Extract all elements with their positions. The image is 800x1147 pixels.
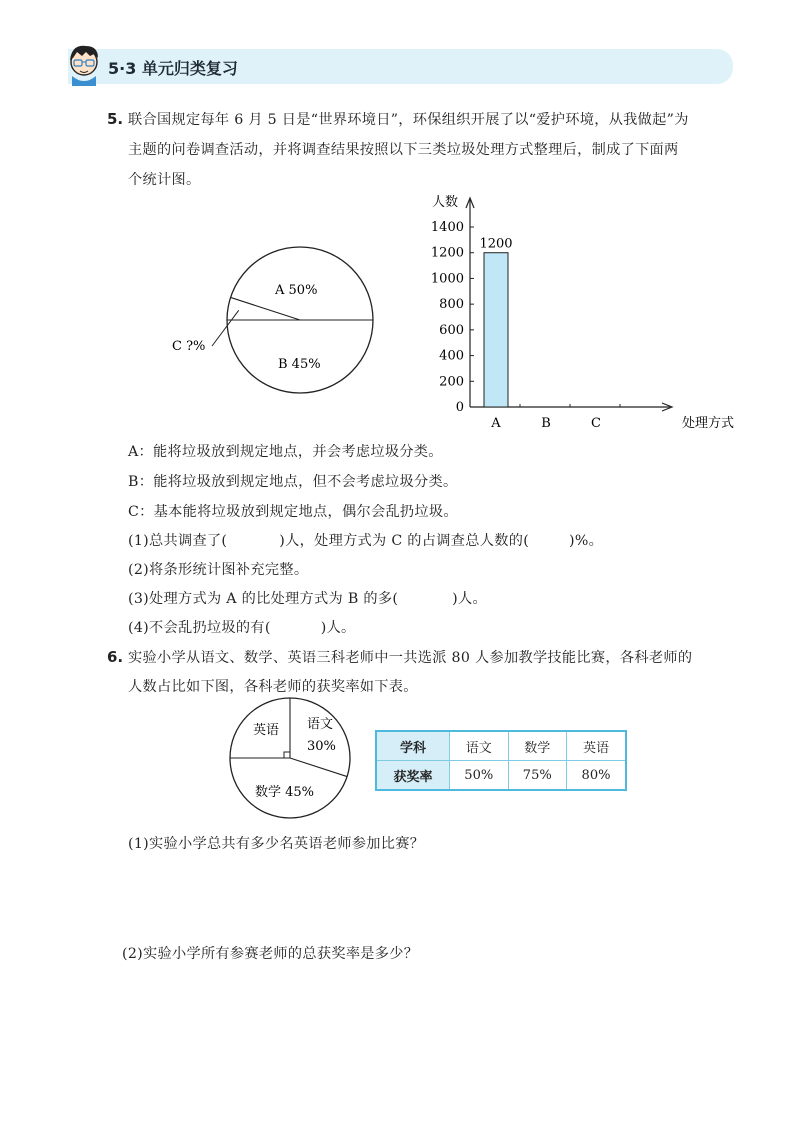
q5-sub4: (4)不会乱扔垃圾的有( )人。: [128, 620, 356, 636]
question-6-number: 6.: [107, 648, 124, 666]
q6-sub2: (2)实验小学所有参赛老师的总获奖率是多少？: [122, 946, 419, 962]
x-tick-label: A: [491, 416, 501, 431]
table-header-row: [376, 731, 626, 761]
pie-slice-boundary-数学: [290, 758, 347, 777]
y-tick-label: 600: [439, 322, 464, 338]
table-rate-row: [376, 761, 626, 791]
pie-leader-line-c: [212, 310, 239, 346]
right-angle-marker: [284, 752, 290, 758]
table-header-subject: 学科: [376, 731, 450, 761]
pie-label-math: 数学 45%: [255, 785, 315, 800]
q5-pie-chart: [160, 240, 390, 410]
pie-label-a: A 50%: [275, 283, 318, 298]
question-5-number: 5.: [107, 110, 124, 128]
bar-data-label: 1200: [479, 236, 513, 252]
cartoon-boy-icon: [64, 40, 104, 86]
definition-c: C：基本能将垃圾放到规定地点，偶尔会乱扔垃圾。: [128, 504, 458, 520]
q6-sub1: (1)实验小学总共有多少名英语老师参加比赛？: [128, 836, 425, 852]
y-tick-label: 1200: [430, 245, 464, 261]
table-subject-math: 数学: [508, 731, 567, 761]
q6-pie-chart: [225, 698, 370, 828]
q6-intro-line-2: 人数占比如下图，各科老师的获奖率如下表。: [128, 679, 418, 695]
table-subject-chinese: 语文: [450, 731, 509, 761]
q5-sub3: (3)处理方式为 A 的比处理方式为 B 的多( )人。: [128, 591, 487, 607]
pie-label-english: 英语: [253, 723, 280, 738]
q5-sub2: (2)将条形统计图补充完整。: [128, 562, 309, 578]
q5-sub1: (1)总共调查了( )人，处理方式为 C 的占调查总人数的( )%。: [128, 533, 604, 549]
award-rate-table: [375, 730, 627, 791]
y-tick-label: 1000: [430, 271, 464, 287]
q5-intro-line-2: 主题的问卷调查活动，并将调查结果按照以下三类垃圾处理方式整理后，制成了下面两: [128, 142, 679, 158]
y-tick-label: 1400: [430, 220, 464, 235]
x-tick-label: B: [541, 416, 551, 431]
y-tick-label: 0: [455, 400, 464, 415]
pie-label-chinese: 语文: [307, 717, 334, 732]
definition-a: A：能将垃圾放到规定地点，并会考虑垃圾分类。: [128, 444, 443, 460]
definition-b: B：能将垃圾放到规定地点，但不会考虑垃圾分类。: [128, 474, 458, 490]
header-title: 5·3 单元归类复习: [108, 59, 238, 78]
table-rate-chinese: 50%: [450, 761, 509, 791]
pie-label-chinese-percent: 30%: [307, 739, 336, 754]
y-tick-label: 800: [439, 297, 464, 313]
x-axis-label: 处理方式: [682, 416, 735, 431]
q5-intro-line-1: 联合国规定每年 6 月 5 日是“世界环境日”，环保组织开展了以“爱护环境，从我做起”为: [128, 112, 689, 128]
table-subject-english: 英语: [567, 731, 627, 761]
y-axis-label: 人数: [432, 195, 459, 210]
pie-label-b: B 45%: [278, 357, 321, 372]
table-header-rate: 获奖率: [376, 761, 450, 791]
y-tick-label: 400: [439, 348, 464, 364]
table-rate-math: 75%: [508, 761, 567, 791]
bar-A: [484, 253, 508, 407]
y-tick-label: 200: [439, 374, 464, 390]
pie-slice-boundary-C: [231, 297, 300, 320]
q6-intro-line-1: 实验小学从语文、数学、英语三科老师中一共选派 80 人参加教学技能比赛，各科老师的: [128, 650, 693, 666]
x-tick-label: C: [591, 416, 601, 431]
pie-label-c: C ?%: [172, 339, 206, 354]
table-rate-english: 80%: [567, 761, 627, 791]
q5-bar-chart: [400, 190, 735, 440]
q5-intro-line-3: 个统计图。: [128, 172, 201, 188]
